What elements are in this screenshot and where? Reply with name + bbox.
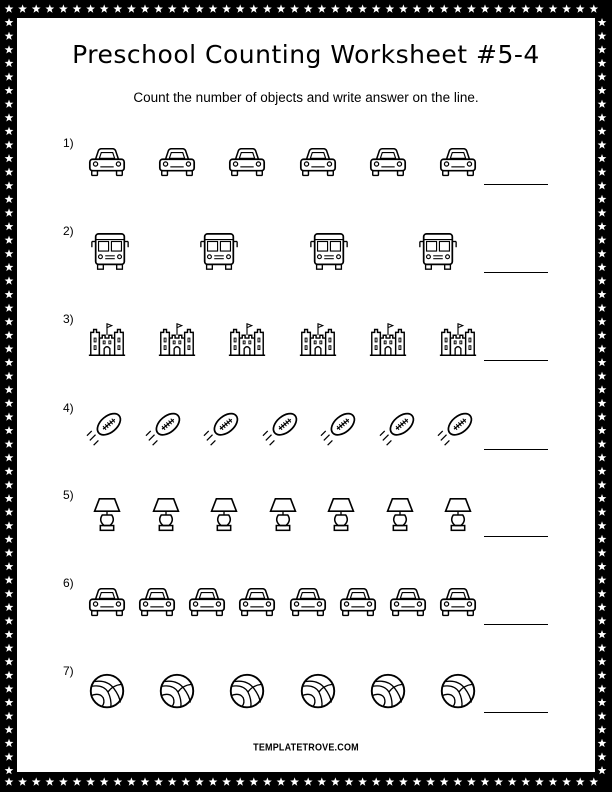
border-star — [598, 127, 607, 135]
border-star — [598, 766, 607, 774]
beach-ball-icon — [226, 670, 268, 714]
car-icon — [437, 142, 479, 186]
border-star — [598, 168, 607, 176]
football-icon — [86, 407, 128, 451]
bus-icon — [198, 230, 240, 274]
border-star — [508, 777, 517, 785]
beach-ball-icon — [437, 670, 479, 714]
border-star — [263, 4, 272, 12]
border-star — [154, 777, 163, 785]
border-star — [598, 32, 607, 40]
border-star — [5, 45, 14, 53]
border-star — [290, 4, 299, 12]
border-star — [5, 4, 14, 12]
castle-icon — [156, 318, 198, 362]
instructions-text: Count the number of objects and write answer on the line. — [133, 90, 479, 105]
border-star — [399, 777, 408, 785]
border-star — [598, 548, 607, 556]
border-star — [5, 18, 14, 26]
border-star — [195, 777, 204, 785]
border-star — [598, 290, 607, 298]
border-star — [5, 426, 14, 434]
border-star — [5, 576, 14, 584]
beach-ball-icon — [86, 670, 128, 714]
footer-brand: TEMPLATETROVE.COM — [253, 741, 359, 753]
border-star — [5, 616, 14, 624]
worksheet-content — [17, 18, 595, 772]
problem-number: 1) — [63, 136, 74, 150]
border-star — [426, 777, 435, 785]
border-star — [598, 589, 607, 597]
border-star — [5, 127, 14, 135]
border-star — [5, 86, 14, 94]
border-star — [481, 4, 490, 12]
border-star — [598, 494, 607, 502]
border-star — [317, 4, 326, 12]
border-star — [100, 777, 109, 785]
border-star — [154, 4, 163, 12]
border-star — [598, 440, 607, 448]
border-star — [358, 777, 367, 785]
border-star — [345, 4, 354, 12]
border-star — [598, 399, 607, 407]
border-star — [18, 777, 27, 785]
border-star — [598, 304, 607, 312]
border-star — [5, 440, 14, 448]
border-star — [494, 4, 503, 12]
border-star — [168, 4, 177, 12]
lamp-icon — [203, 494, 245, 538]
answer-line[interactable] — [484, 449, 548, 450]
problem-number: 5) — [63, 488, 74, 502]
car-icon — [437, 582, 479, 626]
answer-line[interactable] — [484, 712, 548, 713]
border-star — [598, 426, 607, 434]
border-star — [576, 777, 585, 785]
lamp-icon — [320, 494, 362, 538]
border-star — [598, 100, 607, 108]
border-star — [598, 372, 607, 380]
football-icon — [203, 407, 245, 451]
car-icon — [297, 142, 339, 186]
car-icon — [337, 582, 379, 626]
problem-number: 2) — [63, 224, 74, 238]
border-star — [598, 616, 607, 624]
border-star — [5, 32, 14, 40]
border-star — [236, 4, 245, 12]
border-star — [5, 385, 14, 393]
border-star — [86, 777, 95, 785]
border-star — [385, 4, 394, 12]
border-star — [127, 777, 136, 785]
border-star — [249, 777, 258, 785]
lamp-icon — [145, 494, 187, 538]
border-star — [5, 521, 14, 529]
football-icon — [320, 407, 362, 451]
border-star — [598, 358, 607, 366]
border-star — [5, 154, 14, 162]
border-star — [222, 777, 231, 785]
border-star — [598, 18, 607, 26]
border-star — [598, 208, 607, 216]
border-star — [358, 4, 367, 12]
border-star — [5, 698, 14, 706]
border-star — [141, 777, 150, 785]
border-star — [598, 154, 607, 162]
border-star — [5, 535, 14, 543]
border-star — [598, 671, 607, 679]
border-star — [598, 276, 607, 284]
border-star — [598, 725, 607, 733]
border-star — [5, 344, 14, 352]
border-star — [372, 777, 381, 785]
border-star — [426, 4, 435, 12]
answer-line[interactable] — [484, 536, 548, 537]
border-star — [598, 412, 607, 420]
border-star — [598, 140, 607, 148]
border-star — [113, 777, 122, 785]
border-star — [453, 4, 462, 12]
border-star — [222, 4, 231, 12]
answer-line[interactable] — [484, 624, 548, 625]
border-star — [141, 4, 150, 12]
border-star — [5, 331, 14, 339]
problem-row — [17, 312, 595, 382]
border-star — [413, 777, 422, 785]
border-star — [5, 630, 14, 638]
problem-number: 7) — [63, 664, 74, 678]
border-star — [413, 4, 422, 12]
car-icon — [226, 142, 268, 186]
border-star — [32, 4, 41, 12]
lamp-icon — [262, 494, 304, 538]
border-star — [535, 4, 544, 12]
border-star — [5, 644, 14, 652]
border-star — [209, 4, 218, 12]
border-star — [59, 4, 68, 12]
border-star — [598, 467, 607, 475]
border-star — [5, 453, 14, 461]
border-star — [5, 59, 14, 67]
border-star — [598, 657, 607, 665]
border-star — [598, 59, 607, 67]
border-star — [5, 480, 14, 488]
border-star — [5, 777, 14, 785]
border-star — [86, 4, 95, 12]
border-star — [535, 777, 544, 785]
border-star — [181, 4, 190, 12]
border-star — [5, 725, 14, 733]
border-star — [399, 4, 408, 12]
border-star — [5, 399, 14, 407]
border-star — [598, 45, 607, 53]
bus-icon — [89, 230, 131, 274]
border-star — [5, 562, 14, 570]
border-star — [5, 181, 14, 189]
border-star — [5, 766, 14, 774]
football-icon — [262, 407, 304, 451]
border-star — [277, 4, 286, 12]
football-icon — [145, 407, 187, 451]
border-star — [598, 263, 607, 271]
border-star — [494, 777, 503, 785]
border-star — [598, 630, 607, 638]
border-star — [598, 535, 607, 543]
football-icon — [437, 407, 479, 451]
border-star — [73, 4, 82, 12]
border-star — [598, 508, 607, 516]
border-star — [5, 684, 14, 692]
border-star — [5, 168, 14, 176]
border-star — [598, 236, 607, 244]
border-star — [100, 4, 109, 12]
border-star — [598, 453, 607, 461]
border-star — [467, 4, 476, 12]
beach-ball-icon — [297, 670, 339, 714]
problem-row — [17, 488, 595, 558]
border-star — [598, 752, 607, 760]
border-star — [236, 777, 245, 785]
border-star — [5, 494, 14, 502]
border-star — [481, 777, 490, 785]
border-star — [440, 4, 449, 12]
border-star — [5, 752, 14, 760]
border-star — [5, 195, 14, 203]
border-star — [304, 4, 313, 12]
border-star — [32, 777, 41, 785]
border-star — [127, 4, 136, 12]
border-star — [589, 4, 598, 12]
border-star — [598, 113, 607, 121]
border-star — [59, 777, 68, 785]
car-icon — [136, 582, 178, 626]
answer-line[interactable] — [484, 272, 548, 273]
border-star — [598, 222, 607, 230]
border-star — [598, 739, 607, 747]
border-star — [598, 576, 607, 584]
border-star — [598, 317, 607, 325]
border-star — [290, 777, 299, 785]
border-star — [5, 657, 14, 665]
border-star — [549, 777, 558, 785]
border-star — [385, 777, 394, 785]
border-star — [5, 100, 14, 108]
border-star — [598, 603, 607, 611]
beach-ball-icon — [156, 670, 198, 714]
border-star — [598, 712, 607, 720]
border-star — [317, 777, 326, 785]
bus-icon — [308, 230, 350, 274]
border-star — [5, 249, 14, 257]
castle-icon — [86, 318, 128, 362]
border-star — [598, 331, 607, 339]
car-icon — [186, 582, 228, 626]
car-icon — [367, 142, 409, 186]
problem-row — [17, 401, 595, 471]
border-star — [331, 777, 340, 785]
border-star — [5, 263, 14, 271]
border-star — [5, 603, 14, 611]
car-icon — [387, 582, 429, 626]
answer-line[interactable] — [484, 184, 548, 185]
border-star — [5, 276, 14, 284]
problem-row — [17, 664, 595, 734]
border-star — [598, 249, 607, 257]
castle-icon — [437, 318, 479, 362]
border-star — [73, 777, 82, 785]
border-star — [598, 521, 607, 529]
car-icon — [236, 582, 278, 626]
border-star — [5, 140, 14, 148]
border-star — [209, 777, 218, 785]
border-star — [5, 290, 14, 298]
border-star — [562, 777, 571, 785]
border-star — [440, 777, 449, 785]
border-star — [5, 508, 14, 516]
problem-row — [17, 576, 595, 646]
border-star — [521, 4, 530, 12]
border-star — [508, 4, 517, 12]
border-star — [45, 777, 54, 785]
problem-number: 4) — [63, 401, 74, 415]
border-star — [5, 671, 14, 679]
border-star — [521, 777, 530, 785]
border-star — [598, 698, 607, 706]
border-star — [5, 712, 14, 720]
border-star — [5, 208, 14, 216]
border-star — [5, 372, 14, 380]
border-star — [5, 739, 14, 747]
border-star — [5, 412, 14, 420]
border-star — [181, 777, 190, 785]
border-star — [5, 113, 14, 121]
border-star — [249, 4, 258, 12]
border-star — [598, 480, 607, 488]
castle-icon — [226, 318, 268, 362]
border-star — [304, 777, 313, 785]
border-star — [598, 195, 607, 203]
border-star — [589, 777, 598, 785]
border-star — [598, 385, 607, 393]
castle-icon — [297, 318, 339, 362]
border-star — [598, 72, 607, 80]
castle-icon — [367, 318, 409, 362]
border-star — [598, 344, 607, 352]
border-star — [5, 358, 14, 366]
border-star — [5, 236, 14, 244]
border-star — [598, 181, 607, 189]
lamp-icon — [437, 494, 479, 538]
border-star — [5, 222, 14, 230]
border-star — [598, 644, 607, 652]
border-star — [195, 4, 204, 12]
border-star — [331, 4, 340, 12]
border-star — [5, 304, 14, 312]
border-star — [113, 4, 122, 12]
problem-row — [17, 224, 595, 294]
border-star — [598, 562, 607, 570]
car-icon — [86, 142, 128, 186]
border-star — [5, 589, 14, 597]
football-icon — [379, 407, 421, 451]
page-title: Preschool Counting Worksheet #5-4 — [72, 40, 540, 69]
border-star — [576, 4, 585, 12]
border-star — [598, 86, 607, 94]
border-star — [453, 777, 462, 785]
car-icon — [86, 582, 128, 626]
answer-line[interactable] — [484, 360, 548, 361]
border-star — [5, 72, 14, 80]
problem-number: 6) — [63, 576, 74, 590]
bus-icon — [417, 230, 459, 274]
border-star — [168, 777, 177, 785]
border-star — [549, 4, 558, 12]
border-star — [263, 777, 272, 785]
problem-row — [17, 136, 595, 206]
car-icon — [156, 142, 198, 186]
border-star — [5, 317, 14, 325]
border-star — [5, 548, 14, 556]
problem-number: 3) — [63, 312, 74, 326]
beach-ball-icon — [367, 670, 409, 714]
border-star — [467, 777, 476, 785]
border-star — [562, 4, 571, 12]
border-star — [45, 4, 54, 12]
border-star — [18, 4, 27, 12]
lamp-icon — [86, 494, 128, 538]
border-star — [598, 684, 607, 692]
border-star — [372, 4, 381, 12]
border-star — [345, 777, 354, 785]
lamp-icon — [379, 494, 421, 538]
border-star — [5, 467, 14, 475]
border-star — [277, 777, 286, 785]
car-icon — [287, 582, 329, 626]
